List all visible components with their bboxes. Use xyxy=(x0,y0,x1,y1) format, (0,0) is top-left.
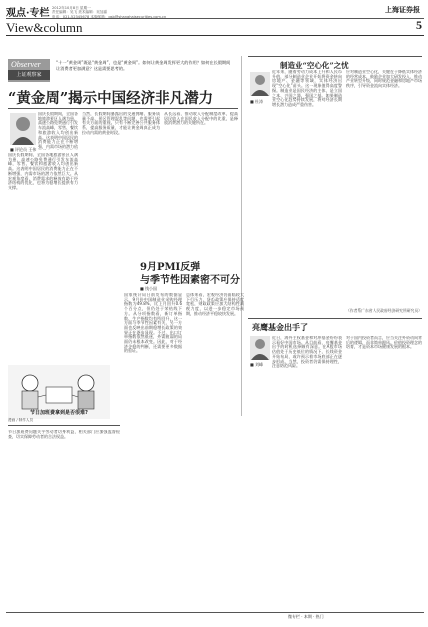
observer-byline: ■ 评论员 王伟 xyxy=(10,147,37,152)
observer-body-lead: 国庆长假期间，全国各地旅游景区人满为患，高速公路免费通行引发车流高峰，零售、餐饮和旅游收入均创出新高。这表明中国居民的消费能力正在不断增强，内需市场的潜力依 xyxy=(38,112,78,149)
right-box-byline: ■ 杜涛 xyxy=(250,99,264,104)
observer-tag-en: Observer xyxy=(11,60,41,69)
right-box-title: 制造业“空心化”之忧 xyxy=(280,61,349,70)
observer-intro: “十一”黄金周”既是“黄金周”，也是“黄金周”。如何让黄金周发挥更大的作用？如何在长假期间让消费者更加满意？这是需要思考的。 xyxy=(56,60,231,71)
section2-body-col1: 近日，海外主权基金和对冲基金纷纷表示看好中国市场。从目前看，亮鹰基金出手的时机选择颇有深意。在A股市场估值处于历史低位的情况下，长线资金开始布局，或许预示着市场底部正在逐步形成。当然，投资者仍需保持理性，注意防范风险。 xyxy=(272,336,342,369)
contact-line: 电话：021-52345678 本版邮箱：gsb@shanghaisecurities.com.cn xyxy=(52,14,167,19)
issue-date: 2012年10月8日 星期一 xyxy=(52,6,91,10)
section2-portrait xyxy=(250,336,270,360)
observer-body-col1: 国庆长假期间，全国各地旅游景区人满为患，高速公路免费通行引发车流高峰，零售、餐饮和旅游收入均创出新高。这表明中国居民的消费能力正在不断增强，内需市场的潜力依然巨大。从宏观角度看，消费需求的释放有助于经济结构的优化，也将为稳增长提供有力支撑。 xyxy=(8,153,78,190)
header-rule xyxy=(6,35,424,36)
right-box-body-col1: 近年来，随着劳动力成本上升和人民币升值，部分制造业企业开始将资金转向房地产、金融等领域，实体经济出现“空心化”苗头。这一现象值得高度警惕。制造业是国民经济的主体，是立国之本、兴国之器、强国之基。如果制造业空心化趋势持续发展，将对经济长期增长潜力造成严重伤害。 xyxy=(272,70,342,107)
pmi-headline: 9月PMI反弹 xyxy=(140,262,201,273)
observer-body-col3: 从长远看，推动收入分配制度改革，提高居民收入在国民收入分配中的比重，是释放消费潜力的关键所在。 xyxy=(164,112,238,126)
pmi-body-col2: 总体来看，宏观经济仍面临较大下行压力，货币政策应保持适度宽松，财政政策应加大结构性减税力度，以进一步稳定市场预期，推动经济平稳较快发展。 xyxy=(186,293,244,316)
page-footer xyxy=(6,612,424,623)
paper-name: 上海证券报 xyxy=(385,5,420,14)
pmi-byline: ■ 钱小国 xyxy=(140,286,158,291)
pmi-body-col1: 国家统计局日前发布的数据显示，9月份中国制造业采购经理指数为49.8%，比上月回升0.6个百分点，但仍处于荣枯线下方。从分项指数看，新订单指数、生产指数均有所回升，这一方面与季节性因素有关，另一方面也反映出前期稳增长政策的效果正在逐步显现。不过，出口订单指数依然低迷，外需疲弱的局面仍未根本改变。因此，对于经济企稳的判断，还需要更多数据的验证。 xyxy=(124,293,182,354)
editor-line: 责任编辑：吴飞 美术编辑：吴加嘉 xyxy=(52,10,108,15)
right-section2-rule xyxy=(248,318,422,319)
section2-title: 亮鹰基金出手了 xyxy=(252,322,308,332)
right-box-note: （作者系广东省人民政府经济研究所研究员） xyxy=(346,308,422,313)
observer-body-col2: 当然，长假期间暴露出的交通拥堵、服务质量不高、景区管理混乱等问题，也需要引起有关方面的重视。只有不断完善公共服务体系，提高服务质量，才能让黄金周真正成为拉动内需的黄金时段。 xyxy=(82,112,160,135)
headline-rule xyxy=(8,108,238,109)
observer-tag-cn: 上证观察家 xyxy=(8,70,50,80)
lower-left-body: 节日加班费问题关乎劳动者切身利益，相关部门应加强监督检查，切实保障劳动者的合法权益。 xyxy=(8,430,120,439)
pmi-subheadline: 与季节性因素密不可分 xyxy=(140,275,240,286)
right-box-rule xyxy=(248,56,422,57)
author-portrait xyxy=(10,113,36,145)
footer-label: 微专栏 · 本期 · 热门 xyxy=(288,614,324,619)
issue-meta xyxy=(52,6,166,19)
observer-tag xyxy=(8,59,50,82)
right-box-body-col2: 应对制造业空心化，关键在于降低实体经济的经营成本，鼓励企业加大研发投入，推动产业转型升级，同时规范金融和房地产市场秩序，引导资金流向实体经济。 xyxy=(346,70,422,89)
columnist-portrait xyxy=(250,72,270,96)
cartoon-caption: 节日加班费拿到是否很难? xyxy=(30,410,88,416)
section-title-en: View&column xyxy=(6,20,83,35)
section-title-cn: 观点·专栏 xyxy=(6,8,50,19)
lower-left-rule xyxy=(8,425,120,426)
main-headline: “黄金周”揭示中国经济非凡潜力 xyxy=(8,90,214,107)
cartoon-credit: 漫画 / 制作人员 xyxy=(8,418,34,422)
page-number: 5 xyxy=(416,18,422,32)
section2-byline: ■ 刘峰 xyxy=(250,362,264,367)
section2-body-col2: 对于国内投资者而言，应当关注外资动向背后的逻辑，而非简单跟风。价值投资理念的培育，才是资本市场健康发展的根本。 xyxy=(346,336,422,350)
